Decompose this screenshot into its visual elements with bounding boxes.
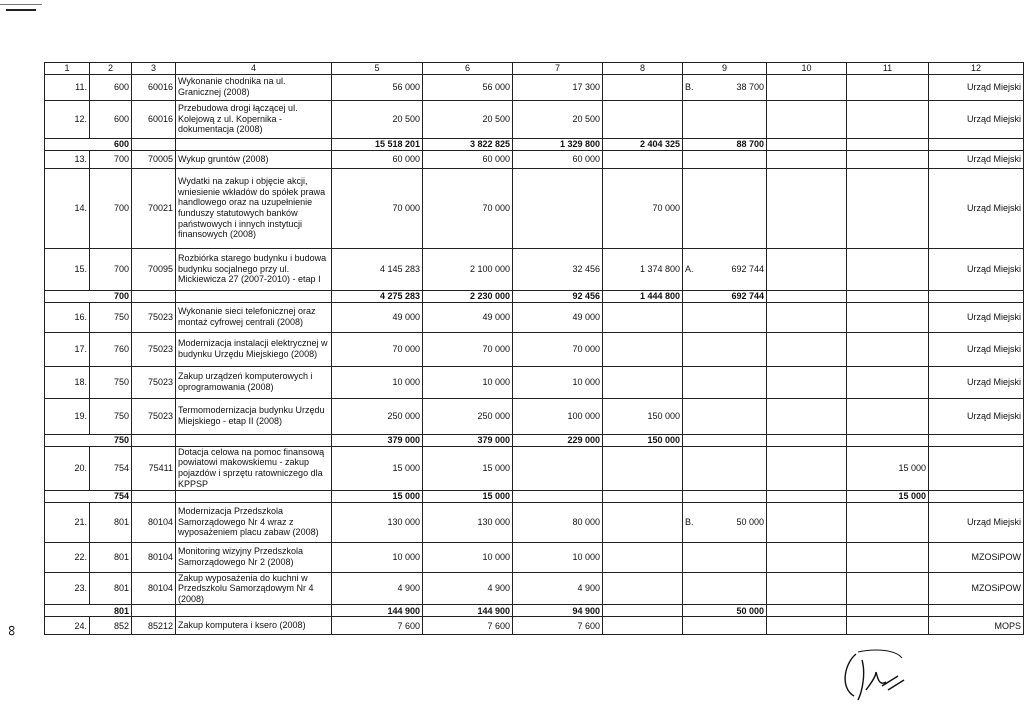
subtotal-col10 — [767, 490, 847, 502]
table-row — [45, 617, 1024, 635]
chapter-code: 70005 — [132, 150, 176, 168]
other-funds — [683, 502, 767, 542]
credits — [603, 502, 683, 542]
column-number: 10 — [767, 63, 847, 75]
task-description: Rozbiórka starego budynku i budowa budynku socjalnego przy ul. Mickiewicza 27 (2007-2010) - etap I — [176, 248, 332, 290]
division-code: 801 — [90, 502, 132, 542]
chapter-code: 85212 — [132, 617, 176, 635]
credits: 1 374 800 — [603, 248, 683, 290]
column-number: 8 — [603, 63, 683, 75]
chapter-code: 60016 — [132, 100, 176, 138]
task-description: Modernizacja Przedszkola Samorządowego Nr 4 wraz z wyposażeniem placu zabaw (2008) — [176, 502, 332, 542]
year-value: 2 100 000 — [423, 248, 513, 290]
total-value: 20 500 — [332, 100, 423, 138]
total-value: 4 900 — [332, 572, 423, 605]
subtotal-blank — [132, 490, 176, 502]
total-value: 7 600 — [332, 617, 423, 635]
subtotal-division: 700 — [45, 290, 132, 302]
subtotal-other-funds: 692 744 — [683, 290, 767, 302]
table-row — [45, 398, 1024, 434]
own-funds: 20 500 — [513, 100, 603, 138]
col11-value — [847, 248, 929, 290]
row-number: 15. — [45, 248, 90, 290]
subtotal-row — [45, 138, 1024, 150]
col10-value — [767, 446, 847, 490]
subtotal-blank — [929, 138, 1024, 150]
credits — [603, 572, 683, 605]
subtotal-credits: 1 444 800 — [603, 290, 683, 302]
other-funds — [683, 572, 767, 605]
division-code: 700 — [90, 150, 132, 168]
page-number: ∞ — [2, 625, 20, 636]
table-row — [45, 502, 1024, 542]
total-value: 70 000 — [332, 168, 423, 248]
division-code: 700 — [90, 168, 132, 248]
division-code: 801 — [90, 572, 132, 605]
task-description: Wydatki na zakup i objęcie akcji, wniesienie wkładów do spółek prawa handlowego oraz na uzupełnienie funduszy statutowych banków państwowych i innych instytucji finansowych (2008) — [176, 168, 332, 248]
credits: 70 000 — [603, 168, 683, 248]
column-number: 11 — [847, 63, 929, 75]
chapter-code: 75411 — [132, 446, 176, 490]
subtotal-other-funds: 88 700 — [683, 138, 767, 150]
subtotal-blank — [929, 290, 1024, 302]
year-value: 15 000 — [423, 446, 513, 490]
year-value: 70 000 — [423, 332, 513, 366]
col11-value — [847, 302, 929, 332]
subtotal-division: 754 — [45, 490, 132, 502]
table-row — [45, 332, 1024, 366]
subtotal-row — [45, 290, 1024, 302]
subtotal-year-value: 144 900 — [423, 605, 513, 617]
subtotal-own-funds: 94 900 — [513, 605, 603, 617]
subtotal-row — [45, 605, 1024, 617]
row-number: 13. — [45, 150, 90, 168]
credits: 150 000 — [603, 398, 683, 434]
division-code: 600 — [90, 74, 132, 100]
year-value: 56 000 — [423, 74, 513, 100]
subtotal-other-funds: 50 000 — [683, 605, 767, 617]
year-value: 10 000 — [423, 366, 513, 398]
other-funds — [683, 248, 767, 290]
col11-value — [847, 502, 929, 542]
row-number: 19. — [45, 398, 90, 434]
chapter-code: 75023 — [132, 302, 176, 332]
responsible-unit: MZOSiPOW — [929, 542, 1024, 572]
subtotal-own-funds: 92 456 — [513, 290, 603, 302]
responsible-unit: Urząd Miejski — [929, 366, 1024, 398]
year-value: 250 000 — [423, 398, 513, 434]
row-number: 16. — [45, 302, 90, 332]
chapter-code: 60016 — [132, 74, 176, 100]
subtotal-blank — [176, 434, 332, 446]
row-number: 21. — [45, 502, 90, 542]
task-description: Wykup gruntów (2008) — [176, 150, 332, 168]
year-value: 4 900 — [423, 572, 513, 605]
subtotal-division: 750 — [45, 434, 132, 446]
responsible-unit: Urząd Miejski — [929, 150, 1024, 168]
credits — [603, 302, 683, 332]
other-funds — [683, 398, 767, 434]
credits — [603, 446, 683, 490]
col10-value — [767, 248, 847, 290]
table-row — [45, 150, 1024, 168]
total-value: 4 145 283 — [332, 248, 423, 290]
year-value: 130 000 — [423, 502, 513, 542]
table-row — [45, 100, 1024, 138]
responsible-unit: MZOSiPOW — [929, 572, 1024, 605]
column-number: 6 — [423, 63, 513, 75]
col10-value — [767, 542, 847, 572]
subtotal-division: 801 — [45, 605, 132, 617]
table-row — [45, 168, 1024, 248]
own-funds: 49 000 — [513, 302, 603, 332]
table-row — [45, 366, 1024, 398]
own-funds: 4 900 — [513, 572, 603, 605]
col10-value — [767, 302, 847, 332]
chapter-code: 75023 — [132, 398, 176, 434]
column-number: 5 — [332, 63, 423, 75]
total-value: 60 000 — [332, 150, 423, 168]
own-funds: 60 000 — [513, 150, 603, 168]
own-funds: 32 456 — [513, 248, 603, 290]
column-number: 9 — [683, 63, 767, 75]
own-funds: 10 000 — [513, 366, 603, 398]
own-funds: 70 000 — [513, 332, 603, 366]
own-funds — [513, 168, 603, 248]
subtotal-other-funds — [683, 490, 767, 502]
row-number: 12. — [45, 100, 90, 138]
other-funds — [683, 542, 767, 572]
handwritten-signature — [836, 646, 946, 706]
chapter-code: 75023 — [132, 366, 176, 398]
subtotal-col11 — [847, 605, 929, 617]
row-number: 14. — [45, 168, 90, 248]
other-funds-value: 38 700 — [736, 81, 764, 92]
subtotal-blank — [176, 290, 332, 302]
division-code: 754 — [90, 446, 132, 490]
total-value: 15 000 — [332, 446, 423, 490]
year-value: 49 000 — [423, 302, 513, 332]
col10-value — [767, 366, 847, 398]
subtotal-other-funds — [683, 434, 767, 446]
subtotal-col11 — [847, 434, 929, 446]
col11-value: 15 000 — [847, 446, 929, 490]
subtotal-col10 — [767, 290, 847, 302]
subtotal-col11 — [847, 138, 929, 150]
subtotal-col10 — [767, 138, 847, 150]
subtotal-year-value: 379 000 — [423, 434, 513, 446]
total-value: 70 000 — [332, 332, 423, 366]
own-funds: 7 600 — [513, 617, 603, 635]
task-description: Zakup wyposażenia do kuchni w Przedszkolu Samorządowym Nr 4 (2008) — [176, 572, 332, 605]
total-value: 250 000 — [332, 398, 423, 434]
other-funds — [683, 446, 767, 490]
division-code: 852 — [90, 617, 132, 635]
responsible-unit: Urząd Miejski — [929, 302, 1024, 332]
total-value: 10 000 — [332, 542, 423, 572]
table-body — [45, 63, 1024, 635]
task-description: Przebudowa drogi łączącej ul. Kolejową z ul. Kopernika - dokumentacja (2008) — [176, 100, 332, 138]
col10-value — [767, 617, 847, 635]
task-description: Dotacja celowa na pomoc finansową powiatowi makowskiemu - zakup pojazdów i sprzętu ratowniczego dla KPPSP — [176, 446, 332, 490]
task-description: Wykonanie sieci telefonicznej oraz montaż cyfrowej centrali (2008) — [176, 302, 332, 332]
responsible-unit: Urząd Miejski — [929, 74, 1024, 100]
own-funds: 80 000 — [513, 502, 603, 542]
responsible-unit: MOPS — [929, 617, 1024, 635]
responsible-unit: Urząd Miejski — [929, 332, 1024, 366]
table-row — [45, 572, 1024, 605]
chapter-code: 80104 — [132, 542, 176, 572]
chapter-code: 70095 — [132, 248, 176, 290]
responsible-unit: Urząd Miejski — [929, 398, 1024, 434]
year-value: 60 000 — [423, 150, 513, 168]
total-value: 49 000 — [332, 302, 423, 332]
table-row — [45, 74, 1024, 100]
subtotal-blank — [132, 434, 176, 446]
other-funds — [683, 617, 767, 635]
other-funds-value: 692 744 — [731, 263, 764, 274]
division-code: 750 — [90, 302, 132, 332]
row-number: 24. — [45, 617, 90, 635]
col11-value — [847, 332, 929, 366]
task-description: Termomodernizacja budynku Urzędu Miejskiego - etap II (2008) — [176, 398, 332, 434]
table-row — [45, 302, 1024, 332]
col11-value — [847, 100, 929, 138]
own-funds: 100 000 — [513, 398, 603, 434]
other-funds — [683, 332, 767, 366]
col11-value — [847, 617, 929, 635]
division-code: 750 — [90, 398, 132, 434]
top-rule — [0, 4, 42, 5]
subtotal-credits: 150 000 — [603, 434, 683, 446]
subtotal-blank — [132, 605, 176, 617]
column-number: 12 — [929, 63, 1024, 75]
subtotal-row — [45, 434, 1024, 446]
col10-value — [767, 502, 847, 542]
subtotal-own-funds: 229 000 — [513, 434, 603, 446]
year-value: 10 000 — [423, 542, 513, 572]
other-funds — [683, 100, 767, 138]
credits — [603, 366, 683, 398]
credits — [603, 332, 683, 366]
division-code: 700 — [90, 248, 132, 290]
col10-value — [767, 168, 847, 248]
responsible-unit — [929, 446, 1024, 490]
table-row — [45, 446, 1024, 490]
column-number: 1 — [45, 63, 90, 75]
credits — [603, 617, 683, 635]
responsible-unit: Urząd Miejski — [929, 502, 1024, 542]
table-row — [45, 248, 1024, 290]
division-code: 750 — [90, 366, 132, 398]
subtotal-total-value: 379 000 — [332, 434, 423, 446]
responsible-unit: Urząd Miejski — [929, 168, 1024, 248]
subtotal-blank — [176, 138, 332, 150]
col11-value — [847, 398, 929, 434]
subtotal-blank — [176, 490, 332, 502]
subtotal-year-value: 15 000 — [423, 490, 513, 502]
credits — [603, 542, 683, 572]
subtotal-blank — [929, 434, 1024, 446]
other-funds — [683, 150, 767, 168]
col11-value — [847, 572, 929, 605]
other-funds — [683, 366, 767, 398]
other-funds — [683, 302, 767, 332]
task-description: Modernizacja instalacji elektrycznej w budynku Urzędu Miejskiego (2008) — [176, 332, 332, 366]
subtotal-total-value: 4 275 283 — [332, 290, 423, 302]
subtotal-col10 — [767, 605, 847, 617]
year-value: 7 600 — [423, 617, 513, 635]
column-number: 3 — [132, 63, 176, 75]
column-number: 7 — [513, 63, 603, 75]
subtotal-blank — [929, 490, 1024, 502]
col10-value — [767, 150, 847, 168]
own-funds: 10 000 — [513, 542, 603, 572]
col11-value — [847, 168, 929, 248]
subtotal-total-value: 15 000 — [332, 490, 423, 502]
subtotal-total-value: 144 900 — [332, 605, 423, 617]
credits — [603, 100, 683, 138]
subtotal-col11: 15 000 — [847, 490, 929, 502]
subtotal-row — [45, 490, 1024, 502]
row-number: 23. — [45, 572, 90, 605]
responsible-unit: Urząd Miejski — [929, 100, 1024, 138]
subtotal-blank — [176, 605, 332, 617]
subtotal-blank — [132, 290, 176, 302]
task-description: Zakup urządzeń komputerowych i oprogramowania (2008) — [176, 366, 332, 398]
subtotal-blank — [132, 138, 176, 150]
other-funds-value: 50 000 — [736, 516, 764, 527]
task-description: Monitoring wizyjny Przedszkola Samorządowego Nr 2 (2008) — [176, 542, 332, 572]
column-number-row — [45, 63, 1024, 75]
subtotal-year-value: 2 230 000 — [423, 290, 513, 302]
investment-table — [44, 62, 1024, 635]
division-code: 801 — [90, 542, 132, 572]
own-funds — [513, 446, 603, 490]
col11-value — [847, 74, 929, 100]
col11-value — [847, 150, 929, 168]
subtotal-col10 — [767, 434, 847, 446]
col10-value — [767, 332, 847, 366]
column-number: 4 — [176, 63, 332, 75]
subtotal-credits: 2 404 325 — [603, 138, 683, 150]
subtotal-credits — [603, 490, 683, 502]
total-value: 130 000 — [332, 502, 423, 542]
col10-value — [767, 398, 847, 434]
chapter-code: 80104 — [132, 502, 176, 542]
subtotal-total-value: 15 518 201 — [332, 138, 423, 150]
responsible-unit: Urząd Miejski — [929, 248, 1024, 290]
funding-source-letter: A. — [685, 263, 694, 274]
row-number: 18. — [45, 366, 90, 398]
row-number: 20. — [45, 446, 90, 490]
subtotal-col11 — [847, 290, 929, 302]
top-rule-bold — [6, 9, 36, 11]
subtotal-own-funds: 1 329 800 — [513, 138, 603, 150]
col11-value — [847, 542, 929, 572]
year-value: 70 000 — [423, 168, 513, 248]
col10-value — [767, 74, 847, 100]
division-code: 760 — [90, 332, 132, 366]
other-funds — [683, 168, 767, 248]
own-funds: 17 300 — [513, 74, 603, 100]
credits — [603, 150, 683, 168]
table-row — [45, 542, 1024, 572]
subtotal-division: 600 — [45, 138, 132, 150]
col10-value — [767, 100, 847, 138]
column-number: 2 — [90, 63, 132, 75]
row-number: 11. — [45, 74, 90, 100]
row-number: 22. — [45, 542, 90, 572]
credits — [603, 74, 683, 100]
row-number: 17. — [45, 332, 90, 366]
col10-value — [767, 572, 847, 605]
chapter-code: 75023 — [132, 332, 176, 366]
total-value: 56 000 — [332, 74, 423, 100]
task-description: Zakup komputera i ksero (2008) — [176, 617, 332, 635]
subtotal-credits — [603, 605, 683, 617]
subtotal-year-value: 3 822 825 — [423, 138, 513, 150]
task-description: Wykonanie chodnika na ul. Granicznej (2008) — [176, 74, 332, 100]
year-value: 20 500 — [423, 100, 513, 138]
funding-source-letter: B. — [685, 516, 694, 527]
col11-value — [847, 366, 929, 398]
total-value: 10 000 — [332, 366, 423, 398]
subtotal-own-funds — [513, 490, 603, 502]
chapter-code: 70021 — [132, 168, 176, 248]
chapter-code: 80104 — [132, 572, 176, 605]
division-code: 600 — [90, 100, 132, 138]
subtotal-blank — [929, 605, 1024, 617]
other-funds — [683, 74, 767, 100]
funding-source-letter: B. — [685, 81, 694, 92]
